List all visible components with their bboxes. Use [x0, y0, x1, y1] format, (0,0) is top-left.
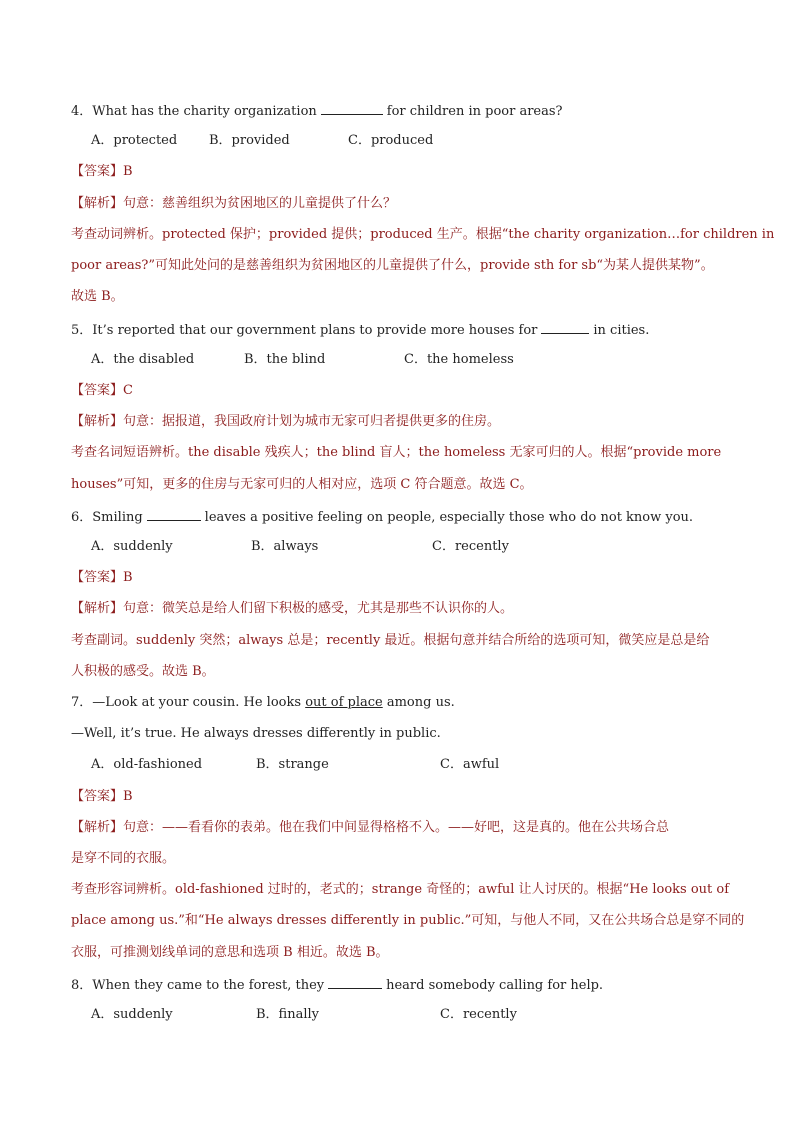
question-4-analysis-line-3: poor areas?”可知此处问的是慈善组织为贫困地区的儿童提供了什么，provide sth for sb“为某人提供某物”。 — [71, 258, 714, 273]
question-5-stem-end: in cities. — [593, 323, 650, 338]
question-4-analysis-line-1 — [71, 195, 726, 213]
question-7-stem-line-2: —Well, it’s true. He always dresses differently in public. — [71, 726, 441, 741]
question-6-answer — [71, 569, 726, 587]
answer-tag: 【答案】 — [71, 383, 124, 398]
option-a: A．suddenly — [91, 539, 173, 554]
question-6-analysis-line-1 — [71, 600, 726, 618]
question-7-stem — [71, 694, 726, 712]
question-6-analysis-line-2: 考查副词。suddenly 突然；always 总是；recently 最近。根据句意并结合所给的选项可知，微笑应是总是给 — [71, 633, 710, 648]
option-a: A．protected — [91, 133, 178, 148]
option-c: C．the homeless — [404, 352, 514, 367]
question-6-options — [91, 538, 726, 556]
answer-tag: 【答案】 — [71, 789, 124, 804]
question-7-stem-end: among us. — [386, 695, 455, 710]
option-a: A．suddenly — [91, 1007, 173, 1022]
question-5-analysis-line-3: houses”可知，更多的住房与无家可归的人相对应，选项 C 符合题意。故选 C。 — [71, 477, 533, 492]
question-5-answer — [71, 382, 726, 400]
question-8-stem-start: 8．When they came to the forest, they — [71, 978, 325, 993]
answer-value: B — [123, 164, 133, 179]
question-6-stem-end: leaves a positive feeling on people, especially those who do not know you. — [204, 510, 694, 525]
question-6-stem-start: 6．Smiling — [71, 510, 143, 525]
question-6-analysis-line-3: 人积极的感受。故选 B。 — [71, 664, 215, 679]
answer-value: C — [123, 383, 133, 398]
question-4-answer — [71, 163, 726, 181]
question-7-analysis-line-1b: 是穿不同的衣服。 — [71, 851, 176, 866]
analysis-tag: 【解析】 — [71, 414, 124, 429]
question-7-analysis-line-2: 考查形容词辨析。old-fashioned 过时的，老式的；strange 奇怪的；awful 让人讨厌的。根据“He looks out of — [71, 882, 730, 897]
option-a: A．old-fashioned — [91, 757, 203, 772]
answer-value: B — [123, 570, 133, 585]
answer-value: B — [123, 789, 133, 804]
question-4-analysis-line-2: 考查动词辨析。protected 保护；provided 提供；produced 生产。根据“the charity organization…for children in — [71, 227, 775, 242]
answer-blank — [147, 507, 201, 521]
analysis-tag: 【解析】 — [71, 820, 124, 835]
question-8-options — [91, 1006, 726, 1024]
question-4-stem-start: 4．What has the charity organization — [71, 104, 317, 119]
answer-blank — [328, 975, 382, 989]
answer-tag: 【答案】 — [71, 570, 124, 585]
option-c: C．recently — [432, 539, 509, 554]
question-7-analysis-line-1 — [71, 819, 726, 837]
question-4-analysis-line-4: 故选 B。 — [71, 289, 124, 304]
option-b: B．finally — [256, 1007, 320, 1022]
question-8-stem-end: heard somebody calling for help. — [386, 978, 604, 993]
answer-tag: 【答案】 — [71, 164, 124, 179]
question-5-options — [91, 351, 726, 369]
option-c: C．recently — [440, 1007, 517, 1022]
question-5-stem — [71, 320, 726, 338]
option-b: B．always — [251, 539, 319, 554]
question-4-stem-end: for children in poor areas? — [386, 104, 563, 119]
question-5-analysis-line-2: 考查名词短语辨析。the disable 残疾人；the blind 盲人；the homeless 无家可归的人。根据“provide more — [71, 445, 722, 460]
option-b: B．strange — [256, 757, 329, 772]
analysis-tag: 【解析】 — [71, 601, 124, 616]
answer-blank — [321, 101, 383, 115]
option-a: A．the disabled — [91, 352, 195, 367]
analysis-text: 句意：微笑总是给人们留下积极的感受，尤其是那些不认识你的人。 — [123, 601, 514, 616]
analysis-text: 句意：慈善组织为贫困地区的儿童提供了什么？ — [123, 196, 397, 211]
option-c: C．produced — [348, 133, 434, 148]
option-b: B．provided — [209, 133, 290, 148]
question-7-analysis-line-3: place among us.”和“He always dresses differently in public.”可知，与他人不同，又在公共场合总是穿不同的 — [71, 913, 745, 928]
question-4-stem — [71, 101, 726, 119]
question-7-options — [91, 756, 726, 774]
analysis-text: 句意：据报道，我国政府计划为城市无家可归者提供更多的住房。 — [123, 414, 501, 429]
question-8-stem — [71, 975, 726, 993]
question-5-analysis-line-1 — [71, 413, 726, 431]
question-7-stem-start: 7．—Look at your cousin. He looks — [71, 695, 302, 710]
option-c: C．awful — [440, 757, 500, 772]
question-7-answer — [71, 788, 726, 806]
question-7-analysis-line-4: 衣服，可推测划线单词的意思和选项 B 相近。故选 B。 — [71, 945, 389, 960]
analysis-tag: 【解析】 — [71, 196, 124, 211]
question-4-options — [91, 132, 726, 150]
analysis-text: 句意：——看看你的表弟。他在我们中间显得格格不入。——好吧，这是真的。他在公共场合总 — [123, 820, 670, 835]
underlined-phrase: out of place — [305, 695, 383, 710]
option-b: B．the blind — [244, 352, 326, 367]
question-5-stem-start: 5．It’s reported that our government plans to provide more houses for — [71, 323, 538, 338]
question-6-stem — [71, 507, 726, 525]
answer-blank — [541, 320, 589, 334]
